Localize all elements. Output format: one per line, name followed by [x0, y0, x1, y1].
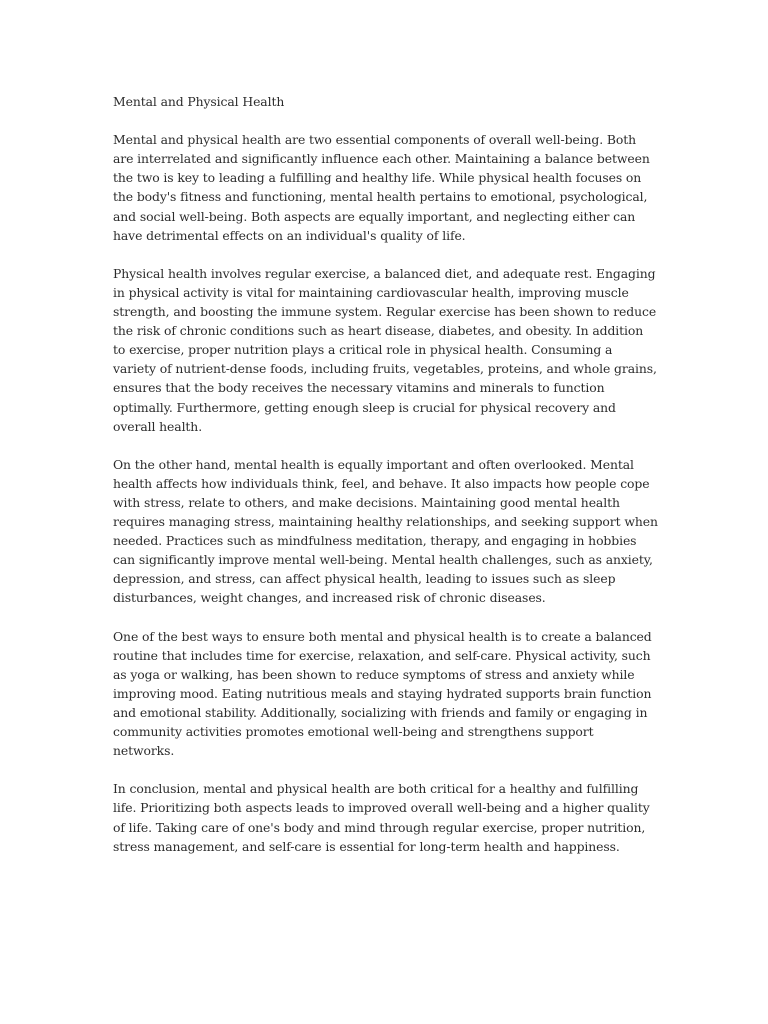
document-title: Mental and Physical Health: [113, 94, 285, 109]
paragraph-balanced-routine: One of the best ways to ensure both mental and physical health is to create a balanced routine that includes time for exercise, relaxation, and self-care. Physical activity, such as yoga or walking, has been shown to reduce symptoms of stress and anxiety while improving mood. Eating nutritious meals and staying hydrated supports brain function and emotional stability. Additionally, socializing with friends and family or engaging in community activities promotes emotional well-being and strengthens support networks.: [113, 628, 652, 759]
paragraph-physical-health: Physical health involves regular exercise, a balanced diet, and adequate rest. Engaging in physical activity is vital for maintaining cardiovascular health, improving muscle strength, and boosting the immune system. Regular exercise has been shown to reduce the risk of chronic conditions such as heart disease, diabetes, and obesity. In addition to exercise, proper nutrition plays a critical role in physical health. Consuming a variety of nutrient-dense foods, including fruits, vegetables, proteins, and whole grains, ensures that the body receives the necessary vitamins and minerals to function optimally. Furthermore, getting enough sleep is crucial for physical recovery and overall health.: [113, 265, 657, 434]
paragraph-conclusion: In conclusion, mental and physical health are both critical for a healthy and fulfilling life. Prioritizing both aspects leads to improved overall well-being and a higher quality of life. Taking care of one's body and mind through regular exercise, proper nutrition, stress management, and self-care is essential for long-term health and happiness.: [113, 781, 650, 854]
document-page: [113, 92, 658, 875]
paragraph-introduction: Mental and physical health are two essential components of overall well-being. Both are interrelated and significantly influence each other. Maintaining a balance between the two is key to leading a fulfilling and healthy life. While physical health focuses on the body's fitness and functioning, mental health pertains to emotional, psychological, and social well-being. Both aspects are equally important, and neglecting either can have detrimental effects on an individual's quality of life.: [113, 132, 650, 243]
paragraph-mental-health: On the other hand, mental health is equally important and often overlooked. Mental health affects how individuals think, feel, and behave. It also impacts how people cope with stress, relate to others, and make decisions. Maintaining good mental health requires managing stress, maintaining healthy relationships, and seeking support when needed. Practices such as mindfulness meditation, therapy, and engaging in hobbies can significantly improve mental well-being. Mental health challenges, such as anxiety, depression, and stress, can affect physical health, leading to issues such as sleep disturbances, weight changes, and increased risk of chronic diseases.: [113, 456, 658, 606]
